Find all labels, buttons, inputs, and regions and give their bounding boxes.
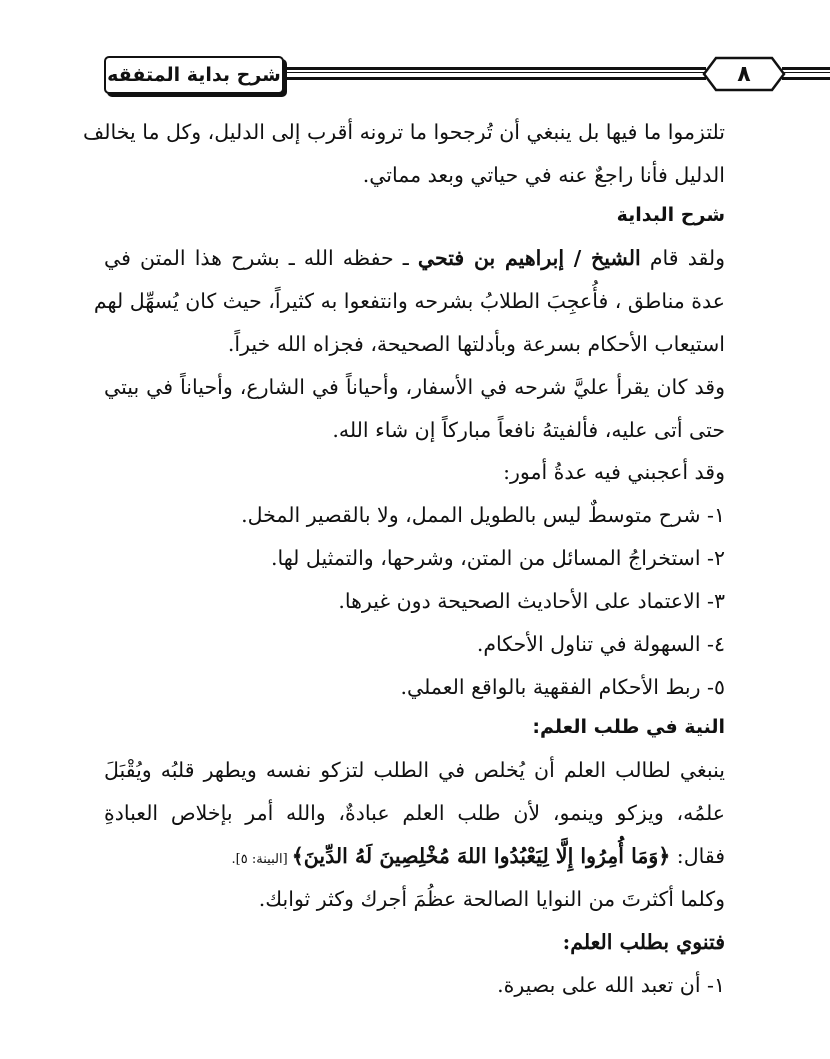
text-line: عدة مناطق ، فأُعجِبَ الطلابُ بشرحه وانتفعوا به كثيراً، حيث كان يُسهِّل لهم [93,289,725,313]
page-number: ٨ [737,61,751,87]
list-item: ٥- ربط الأحكام الفقهية بالواقع العملي. [400,675,725,699]
list-item: ٣- الاعتماد على الأحاديث الصحيحة دون غيرها. [338,589,725,613]
book-title: شرح بداية المتفقه [104,56,284,94]
text-line: الدليل فأنا راجعٌ عنه في حياتي وبعد مماتي. [362,163,725,187]
page-header [104,56,764,96]
text-line [232,841,725,875]
header-rule-left [286,67,706,80]
text-line [104,243,725,273]
text-line: وقد أعجبني فيه عدةُ أمور: [503,460,725,484]
list-item: ٢- استخراجُ المسائل من المتن، وشرحها، والتمثيل لها. [270,546,725,570]
verse-reference: [البينة: ٥]. [231,852,292,867]
text-line: وقد كان يقرأ عليَّ شرحه في الأسفار، وأحياناً في الشارع، وأحياناً في بيتي [104,375,725,399]
text-line: علمُه، ويزكو وينمو، لأن طلب العلم عبادةٌ، والله أمر بإخلاص العبادةِ [104,801,725,825]
section-heading: شرح البداية [616,204,725,226]
text-segment: فقال: [670,844,725,868]
sheikh-name: الشيخ / إبراهيم بن فتحي [417,246,641,270]
section-heading: النية في طلب العلم: [532,716,725,738]
list-item: ٤- السهولة في تناول الأحكام. [476,632,725,656]
text-segment: ـ حفظه الله ـ بشرح هذا المتن في [104,246,418,270]
text-line: تلتزموا ما فيها بل ينبغي أن تُرجحوا ما ترونه أقرب إلى الدليل، وكل ما يخالف [83,120,725,144]
list-item: ١- أن تعبد الله على بصيرة. [497,973,725,997]
text-line: فتنوي بطلب العلم: [562,930,725,954]
list-item: ١- شرح متوسطٌ ليس بالطويل الممل، ولا بالقصير المخل. [241,503,725,527]
text-line: استيعاب الأحكام بسرعة وبأدلتها الصحيحة، فجزاه الله خيراً. [227,332,725,356]
text-segment: ولقد قام [640,246,725,270]
text-line: حتى أتى عليه، فألفيتهُ نافعاً مباركاً إن شاء الله. [332,418,725,442]
page-number-badge [702,56,786,92]
quran-verse: ﴿وَمَا أُمِرُوا إِلَّا لِيَعْبُدُوا اللهَ مُخْلِصِينَ لَهُ الدِّينَ﴾ [291,844,671,868]
header-rule-right [782,67,830,80]
text-line: ينبغي لطالب العلم أن يُخلص في الطلب لتزكو نفسه ويطهر قلبُه ويُقْبَلَ [104,758,725,782]
text-line: وكلما أكثرتَ من النوايا الصالحة عظُمَ أجرك وكثر ثوابك. [258,887,725,911]
